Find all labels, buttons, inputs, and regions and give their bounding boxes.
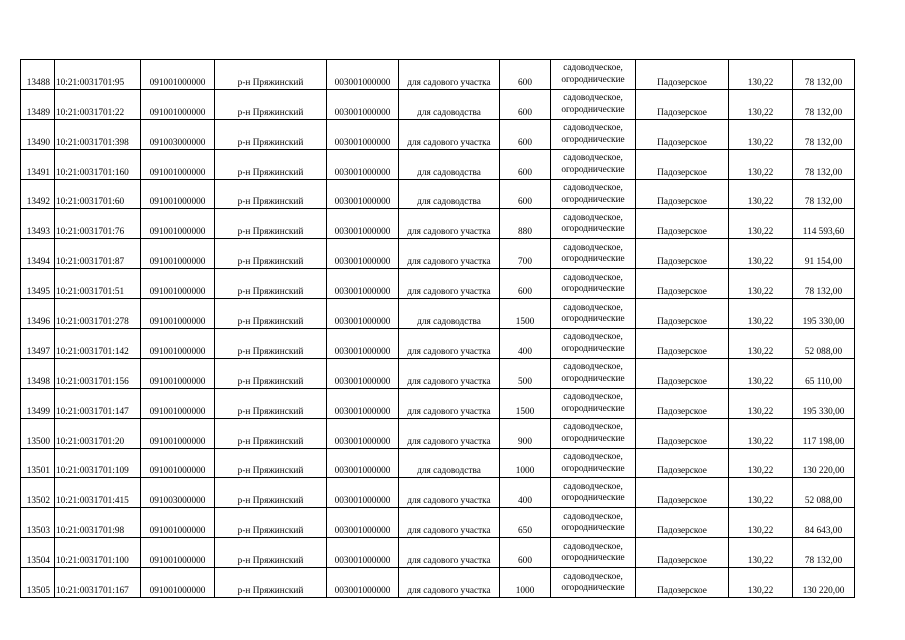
row-number-cell: 13499 — [21, 388, 55, 418]
cadastral-value-cell: 78 132,00 — [793, 60, 855, 90]
district-cell: р-н Пряжинский — [215, 119, 327, 149]
oktmo-code-cell: 003001000000 — [327, 538, 399, 568]
land-category-line-1: садоводческое, — [563, 452, 623, 463]
table-row — [21, 179, 855, 209]
permitted-use-cell: для садового участка — [399, 60, 500, 90]
district-cell: р-н Пряжинский — [215, 179, 327, 209]
specific-value-cell: 130,22 — [729, 89, 793, 119]
table-row — [21, 269, 855, 299]
area-cell: 600 — [500, 269, 551, 299]
table-row — [21, 329, 855, 359]
land-category-line-1: садоводческое, — [563, 362, 623, 373]
district-cell: р-н Пряжинский — [215, 538, 327, 568]
permitted-use-cell: для садоводства — [399, 179, 500, 209]
land-category-line-1: садоводческое, — [563, 392, 623, 403]
table-row — [21, 119, 855, 149]
okato-code-cell: 091001000000 — [141, 329, 215, 359]
land-category-cell — [551, 299, 636, 329]
district-cell: р-н Пряжинский — [215, 388, 327, 418]
cadastral-number-cell: 10:21:0031701:100 — [55, 538, 141, 568]
oktmo-code-cell: 003001000000 — [327, 209, 399, 239]
oktmo-code-cell: 003001000000 — [327, 239, 399, 269]
land-category-line-1: садоводческое, — [563, 332, 623, 343]
row-number-cell: 13503 — [21, 508, 55, 538]
district-cell: р-н Пряжинский — [215, 269, 327, 299]
row-number-cell: 13489 — [21, 89, 55, 119]
land-category-cell — [551, 329, 636, 359]
cadastral-number-cell: 10:21:0031701:398 — [55, 119, 141, 149]
cadastral-value-cell: 65 110,00 — [793, 358, 855, 388]
cadastral-value-cell: 195 330,00 — [793, 388, 855, 418]
area-cell: 1500 — [500, 388, 551, 418]
area-cell: 650 — [500, 508, 551, 538]
oktmo-code-cell: 003001000000 — [327, 299, 399, 329]
land-category-cell — [551, 209, 636, 239]
specific-value-cell: 130,22 — [729, 418, 793, 448]
cadastral-number-cell: 10:21:0031701:415 — [55, 478, 141, 508]
specific-value-cell: 130,22 — [729, 508, 793, 538]
cadastral-number-cell: 10:21:0031701:142 — [55, 329, 141, 359]
row-number-cell: 13501 — [21, 448, 55, 478]
okato-code-cell: 091001000000 — [141, 89, 215, 119]
district-cell: р-н Пряжинский — [215, 448, 327, 478]
okato-code-cell: 091001000000 — [141, 358, 215, 388]
land-category-cell — [551, 149, 636, 179]
land-category-line-2: огороднические — [561, 164, 625, 175]
okato-code-cell: 091001000000 — [141, 448, 215, 478]
row-number-cell: 13497 — [21, 329, 55, 359]
cadastral-number-cell: 10:21:0031701:98 — [55, 508, 141, 538]
settlement-cell: Падозерское — [636, 508, 729, 538]
land-category-line-1: садоводческое, — [563, 123, 623, 134]
permitted-use-cell: для садоводства — [399, 89, 500, 119]
table-row — [21, 239, 855, 269]
area-cell: 1500 — [500, 299, 551, 329]
okato-code-cell: 091001000000 — [141, 538, 215, 568]
area-cell: 1000 — [500, 448, 551, 478]
land-category-cell — [551, 89, 636, 119]
cadastral-value-cell: 52 088,00 — [793, 478, 855, 508]
row-number-cell: 13502 — [21, 478, 55, 508]
cadastral-value-cell: 130 220,00 — [793, 568, 855, 598]
table-row — [21, 89, 855, 119]
land-category-line-2: огороднические — [561, 553, 625, 564]
okato-code-cell: 091003000000 — [141, 119, 215, 149]
land-category-cell — [551, 448, 636, 478]
row-number-cell: 13505 — [21, 568, 55, 598]
table-row — [21, 299, 855, 329]
permitted-use-cell: для садового участка — [399, 269, 500, 299]
land-category-line-2: огороднические — [561, 523, 625, 534]
settlement-cell: Падозерское — [636, 119, 729, 149]
row-number-cell: 13494 — [21, 239, 55, 269]
cadastral-number-cell: 10:21:0031701:22 — [55, 89, 141, 119]
area-cell: 600 — [500, 60, 551, 90]
land-category-cell — [551, 478, 636, 508]
settlement-cell: Падозерское — [636, 388, 729, 418]
land-category-cell — [551, 358, 636, 388]
land-category-line-2: огороднические — [561, 224, 625, 235]
table-row — [21, 448, 855, 478]
permitted-use-cell: для садового участка — [399, 119, 500, 149]
cadastral-number-cell: 10:21:0031701:156 — [55, 358, 141, 388]
specific-value-cell: 130,22 — [729, 478, 793, 508]
land-category-line-1: садоводческое, — [563, 302, 623, 313]
okato-code-cell: 091001000000 — [141, 418, 215, 448]
land-category-line-1: садоводческое, — [563, 153, 623, 164]
permitted-use-cell: для садового участка — [399, 538, 500, 568]
cadastral-value-cell: 78 132,00 — [793, 119, 855, 149]
okato-code-cell: 091001000000 — [141, 60, 215, 90]
settlement-cell: Падозерское — [636, 448, 729, 478]
table-row — [21, 388, 855, 418]
area-cell: 900 — [500, 418, 551, 448]
land-category-line-1: садоводческое, — [563, 511, 623, 522]
specific-value-cell: 130,22 — [729, 149, 793, 179]
oktmo-code-cell: 003001000000 — [327, 358, 399, 388]
cadastral-number-cell: 10:21:0031701:60 — [55, 179, 141, 209]
cadastral-number-cell: 10:21:0031701:20 — [55, 418, 141, 448]
settlement-cell: Падозерское — [636, 329, 729, 359]
table-row — [21, 568, 855, 598]
land-category-line-2: огороднические — [561, 254, 625, 265]
row-number-cell: 13492 — [21, 179, 55, 209]
district-cell: р-н Пряжинский — [215, 358, 327, 388]
land-category-line-2: огороднические — [561, 373, 625, 384]
oktmo-code-cell: 003001000000 — [327, 179, 399, 209]
oktmo-code-cell: 003001000000 — [327, 89, 399, 119]
row-number-cell: 13491 — [21, 149, 55, 179]
land-category-line-1: садоводческое, — [563, 481, 623, 492]
land-category-line-2: огороднические — [561, 463, 625, 474]
settlement-cell: Падозерское — [636, 239, 729, 269]
district-cell: р-н Пряжинский — [215, 508, 327, 538]
land-category-line-1: садоводческое, — [563, 541, 623, 552]
district-cell: р-н Пряжинский — [215, 209, 327, 239]
table-row — [21, 358, 855, 388]
area-cell: 500 — [500, 358, 551, 388]
land-category-line-2: огороднические — [561, 493, 625, 504]
cadastral-value-cell: 84 643,00 — [793, 508, 855, 538]
area-cell: 600 — [500, 89, 551, 119]
okato-code-cell: 091001000000 — [141, 239, 215, 269]
specific-value-cell: 130,22 — [729, 538, 793, 568]
land-category-line-2: огороднические — [561, 194, 625, 205]
land-category-cell — [551, 538, 636, 568]
table-body — [21, 60, 855, 598]
cadastral-number-cell: 10:21:0031701:95 — [55, 60, 141, 90]
permitted-use-cell: для садового участка — [399, 358, 500, 388]
okato-code-cell: 091001000000 — [141, 179, 215, 209]
land-category-line-1: садоводческое, — [563, 242, 623, 253]
row-number-cell: 13498 — [21, 358, 55, 388]
district-cell: р-н Пряжинский — [215, 299, 327, 329]
okato-code-cell: 091001000000 — [141, 149, 215, 179]
specific-value-cell: 130,22 — [729, 209, 793, 239]
row-number-cell: 13504 — [21, 538, 55, 568]
area-cell: 1000 — [500, 568, 551, 598]
cadastral-value-cell: 91 154,00 — [793, 239, 855, 269]
cadastral-number-cell: 10:21:0031701:278 — [55, 299, 141, 329]
settlement-cell: Падозерское — [636, 89, 729, 119]
land-category-line-1: садоводческое, — [563, 571, 623, 582]
okato-code-cell: 091001000000 — [141, 508, 215, 538]
cadastral-number-cell: 10:21:0031701:51 — [55, 269, 141, 299]
oktmo-code-cell: 003001000000 — [327, 269, 399, 299]
table-row — [21, 538, 855, 568]
specific-value-cell: 130,22 — [729, 568, 793, 598]
settlement-cell: Падозерское — [636, 179, 729, 209]
specific-value-cell: 130,22 — [729, 239, 793, 269]
permitted-use-cell: для садового участка — [399, 239, 500, 269]
cadastral-number-cell: 10:21:0031701:76 — [55, 209, 141, 239]
area-cell: 400 — [500, 329, 551, 359]
area-cell: 600 — [500, 119, 551, 149]
settlement-cell: Падозерское — [636, 478, 729, 508]
settlement-cell: Падозерское — [636, 418, 729, 448]
land-category-cell — [551, 119, 636, 149]
land-category-line-1: садоводческое, — [563, 93, 623, 104]
okato-code-cell: 091003000000 — [141, 478, 215, 508]
district-cell: р-н Пряжинский — [215, 478, 327, 508]
land-category-line-2: огороднические — [561, 74, 625, 85]
land-category-cell — [551, 239, 636, 269]
permitted-use-cell: для садового участка — [399, 478, 500, 508]
land-category-cell — [551, 388, 636, 418]
permitted-use-cell: для садоводства — [399, 448, 500, 478]
cadastral-number-cell: 10:21:0031701:109 — [55, 448, 141, 478]
permitted-use-cell: для садового участка — [399, 388, 500, 418]
oktmo-code-cell: 003001000000 — [327, 508, 399, 538]
settlement-cell: Падозерское — [636, 149, 729, 179]
row-number-cell: 13490 — [21, 119, 55, 149]
cadastral-value-cell: 78 132,00 — [793, 149, 855, 179]
row-number-cell: 13496 — [21, 299, 55, 329]
land-category-line-2: огороднические — [561, 433, 625, 444]
specific-value-cell: 130,22 — [729, 60, 793, 90]
table-row — [21, 209, 855, 239]
cadastral-value-cell: 78 132,00 — [793, 89, 855, 119]
land-category-line-2: огороднические — [561, 403, 625, 414]
land-category-cell — [551, 60, 636, 90]
cadastral-value-cell: 195 330,00 — [793, 299, 855, 329]
oktmo-code-cell: 003001000000 — [327, 60, 399, 90]
okato-code-cell: 091001000000 — [141, 269, 215, 299]
permitted-use-cell: для садоводства — [399, 299, 500, 329]
land-category-line-1: садоводческое, — [563, 212, 623, 223]
land-category-line-2: огороднические — [561, 284, 625, 295]
land-category-line-2: огороднические — [561, 134, 625, 145]
land-category-line-2: огороднические — [561, 583, 625, 594]
specific-value-cell: 130,22 — [729, 358, 793, 388]
permitted-use-cell: для садоводства — [399, 149, 500, 179]
oktmo-code-cell: 003001000000 — [327, 119, 399, 149]
specific-value-cell: 130,22 — [729, 448, 793, 478]
cadastral-number-cell: 10:21:0031701:147 — [55, 388, 141, 418]
row-number-cell: 13488 — [21, 60, 55, 90]
permitted-use-cell: для садового участка — [399, 209, 500, 239]
land-category-line-1: садоводческое, — [563, 422, 623, 433]
settlement-cell: Падозерское — [636, 269, 729, 299]
settlement-cell: Падозерское — [636, 568, 729, 598]
district-cell: р-н Пряжинский — [215, 329, 327, 359]
table-row — [21, 508, 855, 538]
permitted-use-cell: для садового участка — [399, 329, 500, 359]
cadastral-value-cell: 114 593,60 — [793, 209, 855, 239]
table-row — [21, 418, 855, 448]
specific-value-cell: 130,22 — [729, 179, 793, 209]
land-cadastral-table — [20, 59, 855, 598]
area-cell: 880 — [500, 209, 551, 239]
cadastral-value-cell: 78 132,00 — [793, 269, 855, 299]
oktmo-code-cell: 003001000000 — [327, 329, 399, 359]
oktmo-code-cell: 003001000000 — [327, 149, 399, 179]
oktmo-code-cell: 003001000000 — [327, 388, 399, 418]
cadastral-value-cell: 78 132,00 — [793, 179, 855, 209]
settlement-cell: Падозерское — [636, 60, 729, 90]
permitted-use-cell: для садового участка — [399, 568, 500, 598]
row-number-cell: 13500 — [21, 418, 55, 448]
area-cell: 400 — [500, 478, 551, 508]
okato-code-cell: 091001000000 — [141, 568, 215, 598]
cadastral-number-cell: 10:21:0031701:160 — [55, 149, 141, 179]
specific-value-cell: 130,22 — [729, 388, 793, 418]
land-category-line-2: огороднические — [561, 314, 625, 325]
land-category-line-1: садоводческое, — [563, 183, 623, 193]
settlement-cell: Падозерское — [636, 358, 729, 388]
cadastral-number-cell: 10:21:0031701:167 — [55, 568, 141, 598]
table-row — [21, 60, 855, 90]
oktmo-code-cell: 003001000000 — [327, 478, 399, 508]
cadastral-value-cell: 117 198,00 — [793, 418, 855, 448]
specific-value-cell: 130,22 — [729, 119, 793, 149]
okato-code-cell: 091001000000 — [141, 299, 215, 329]
land-category-line-2: огороднические — [561, 104, 625, 115]
cadastral-number-cell: 10:21:0031701:87 — [55, 239, 141, 269]
row-number-cell: 13493 — [21, 209, 55, 239]
district-cell: р-н Пряжинский — [215, 89, 327, 119]
land-category-line-1: садоводческое, — [563, 272, 623, 283]
specific-value-cell: 130,22 — [729, 329, 793, 359]
district-cell: р-н Пряжинский — [215, 568, 327, 598]
okato-code-cell: 091001000000 — [141, 388, 215, 418]
area-cell: 700 — [500, 239, 551, 269]
oktmo-code-cell: 003001000000 — [327, 568, 399, 598]
land-category-cell — [551, 269, 636, 299]
district-cell: р-н Пряжинский — [215, 60, 327, 90]
settlement-cell: Падозерское — [636, 209, 729, 239]
land-category-cell — [551, 418, 636, 448]
settlement-cell: Падозерское — [636, 299, 729, 329]
cadastral-value-cell: 130 220,00 — [793, 448, 855, 478]
district-cell: р-н Пряжинский — [215, 239, 327, 269]
okato-code-cell: 091001000000 — [141, 209, 215, 239]
settlement-cell: Падозерское — [636, 538, 729, 568]
cadastral-value-cell: 78 132,00 — [793, 538, 855, 568]
specific-value-cell: 130,22 — [729, 299, 793, 329]
permitted-use-cell: для садового участка — [399, 508, 500, 538]
land-category-cell — [551, 568, 636, 598]
cadastral-value-cell: 52 088,00 — [793, 329, 855, 359]
specific-value-cell: 130,22 — [729, 269, 793, 299]
table-row — [21, 149, 855, 179]
land-category-cell — [551, 179, 636, 209]
area-cell: 600 — [500, 149, 551, 179]
land-category-line-2: огороднические — [561, 343, 625, 354]
table-row — [21, 478, 855, 508]
district-cell: р-н Пряжинский — [215, 418, 327, 448]
district-cell: р-н Пряжинский — [215, 149, 327, 179]
oktmo-code-cell: 003001000000 — [327, 448, 399, 478]
land-category-line-1: садоводческое, — [563, 63, 623, 74]
area-cell: 600 — [500, 538, 551, 568]
land-category-cell — [551, 508, 636, 538]
oktmo-code-cell: 003001000000 — [327, 418, 399, 448]
area-cell: 600 — [500, 179, 551, 209]
permitted-use-cell: для садового участка — [399, 418, 500, 448]
row-number-cell: 13495 — [21, 269, 55, 299]
